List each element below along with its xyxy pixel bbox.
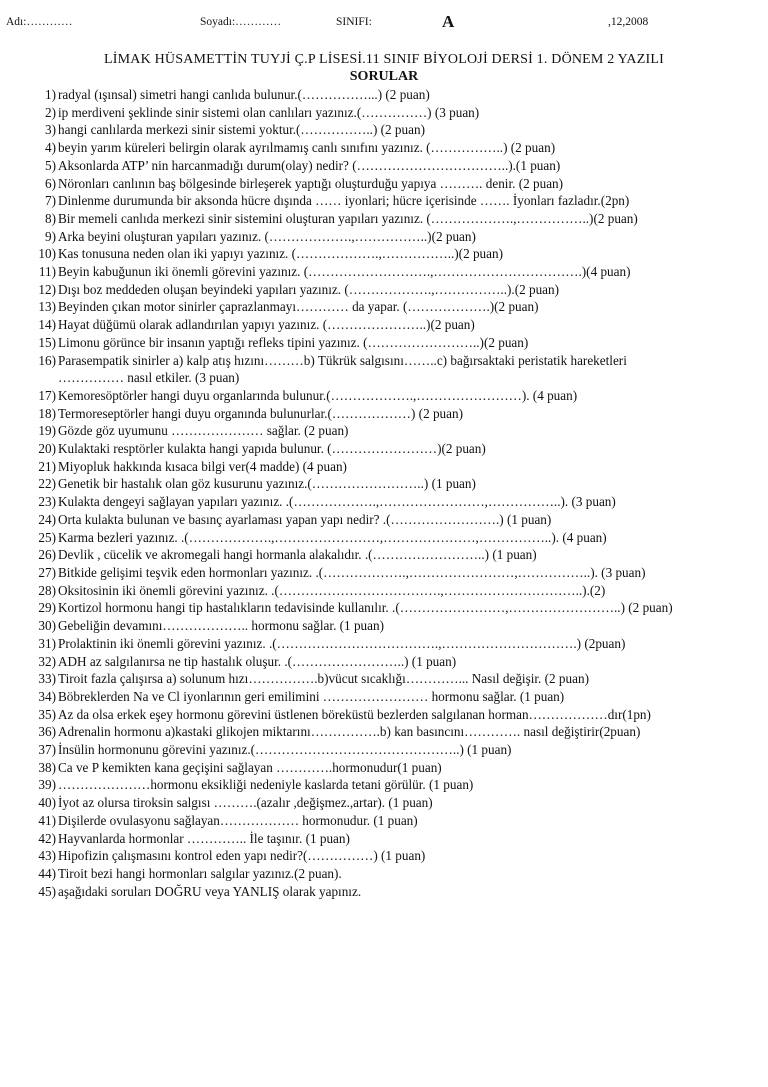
question-number: 26) — [38, 547, 56, 563]
question-item — [30, 157, 765, 175]
question-number: 14) — [38, 317, 56, 333]
question-number: 35) — [38, 706, 56, 722]
student-info-header — [0, 12, 768, 34]
question-text: Az da olsa erkek eşey hormonu görevini üstlenen böreküstü bezlerden salgılanan horman………………dır(1pn) — [58, 706, 651, 722]
question-item — [30, 228, 765, 246]
question-text: Termoreseptörler hangi duyu organında bulunurlar.(………………) (2 puan) — [58, 405, 463, 421]
question-number: 42) — [38, 830, 56, 846]
question-text-continuation: …………… nasıl etkiler. (3 puan) — [58, 370, 240, 386]
question-text: Tiroit bezi hangi hormonları salgılar yazınız.(2 puan). — [58, 865, 342, 881]
question-item — [30, 192, 765, 210]
question-text: Kemoresöptörler hangi duyu organlarında bulunur.(……………….,……………………). (4 puan) — [58, 387, 578, 403]
question-item — [30, 635, 765, 653]
question-number: 9) — [45, 228, 56, 244]
question-item — [30, 121, 765, 139]
question-text: Kas tonusuna neden olan iki yapıyı yazınız. (……………….,……………..)(2 puan) — [58, 246, 503, 262]
question-text: Beyinden çıkan motor sinirler çaprazlanmayı………… da yapar. (……………….)(2 puan) — [58, 299, 539, 315]
question-number: 20) — [38, 441, 56, 457]
question-number: 38) — [38, 759, 56, 775]
question-item — [30, 139, 765, 157]
question-number: 33) — [38, 671, 56, 687]
question-text: Limonu görünce bir insanın yaptığı refleks tipini yazınız. (……………………..)(2 puan) — [58, 334, 529, 350]
question-item — [30, 582, 765, 600]
question-text: Gebeliğin devamını……………….. hormonu sağlar. (1 puan) — [58, 618, 384, 634]
exam-date: ,12,2008 — [608, 16, 649, 28]
question-text: Dinlenme durumunda bir aksonda hücre dışında …… iyonlari; hücre içerisinde ……. İyonları fazladır.(2pn) — [58, 193, 630, 209]
question-text: Hipofizin çalışmasını kontrol eden yapı nedir?(……………) (1 puan) — [58, 848, 426, 864]
question-item — [30, 847, 765, 865]
question-text: ip merdiveni şeklinde sinir sistemi olan canlıları yazınız.(……………) (3 puan) — [58, 104, 480, 120]
question-item — [30, 405, 765, 423]
question-item — [30, 440, 765, 458]
question-number: 18) — [38, 405, 56, 421]
question-text: Adrenalin hormonu a)kastaki glikojen miktarını…………….b) kan basıncını…………. nasıl değiştirir(2puan) — [58, 724, 641, 740]
question-number: 45) — [38, 883, 56, 899]
question-text: Aksonlarda ATP’ nin harcanmadığı durum(olay) nedir? (……………………………..).(1 puan) — [58, 157, 561, 173]
question-item — [30, 564, 765, 582]
question-number: 25) — [38, 529, 56, 545]
question-item — [30, 175, 765, 193]
question-item — [30, 794, 765, 812]
question-text: Bir memeli canlıda merkezi sinir sistemini oluşturan yapıları yazınız. (……………….,……………..)(2 puan) — [58, 210, 638, 226]
question-item — [30, 653, 765, 671]
question-number: 5) — [45, 157, 56, 173]
question-number: 17) — [38, 387, 56, 403]
question-number: 21) — [38, 458, 56, 474]
question-item — [30, 210, 765, 228]
question-number: 28) — [38, 582, 56, 598]
question-text: Ca ve P kemikten kana geçişini sağlayan ………….hormonudur(1 puan) — [58, 759, 442, 775]
question-text: Beyin kabuğunun iki önemli görevini yazınız. (……………………….,…………………………….)(4 puan) — [58, 264, 631, 280]
question-item — [30, 86, 765, 104]
question-number: 8) — [45, 210, 56, 226]
question-item — [30, 298, 765, 316]
question-text: radyal (ışınsal) simetri hangi canlıda bulunur.(……………...) (2 puan) — [58, 87, 430, 102]
question-item — [30, 263, 765, 281]
question-item — [30, 865, 765, 883]
question-number: 36) — [38, 724, 56, 740]
question-item — [30, 670, 765, 688]
question-number: 13) — [38, 299, 56, 315]
question-number: 41) — [38, 812, 56, 828]
question-text: Hayat düğümü olarak adlandırılan yapıyı yazınız. (…………………..)(2 puan) — [58, 317, 475, 333]
question-text: Karma bezleri yazınız. .(……………….,……………………,…………………,……………..). (4 puan) — [58, 529, 607, 545]
question-number: 19) — [38, 423, 56, 439]
question-item — [30, 104, 765, 122]
question-number: 22) — [38, 476, 56, 492]
name-field[interactable]: Adı:………… — [6, 16, 73, 28]
question-item — [30, 599, 765, 617]
question-text: Gözde göz uyumunu ………………… sağlar. (2 puan) — [58, 423, 349, 439]
question-text: Prolaktinin iki önemli görevini yazınız. .(……………………………….,………………………….) (2puan) — [58, 635, 626, 651]
question-text: beyin yarım küreleri belirgin olarak ayrılmamış canlı sınıfını yazınız. (……………..) (2 puan) — [58, 140, 556, 156]
question-text: Dışı boz meddeden oluşan beyindeki yapıları yazınız. (……………….,……………..).(2 puan) — [58, 281, 560, 297]
question-text: Hayvanlarda hormonlar ………….. İle taşınır. (1 puan) — [58, 830, 350, 846]
question-list — [30, 86, 765, 900]
question-number: 27) — [38, 564, 56, 580]
question-number: 4) — [45, 140, 56, 156]
question-item — [30, 529, 765, 547]
question-item — [30, 812, 765, 830]
question-item — [30, 759, 765, 777]
question-item — [30, 706, 765, 724]
question-text: Dişilerde ovulasyonu sağlayan……………… hormonudur. (1 puan) — [58, 812, 418, 828]
question-text: Tiroit fazla çalışırsa a) solunum hızı…………….b)vücut sıcaklığı…………... Nasıl değişir. (2 puan) — [58, 671, 589, 687]
question-item — [30, 245, 765, 263]
question-item — [30, 776, 765, 794]
question-number: 34) — [38, 688, 56, 704]
question-item — [30, 830, 765, 848]
question-item — [30, 334, 765, 352]
question-text: Kulakta dengeyi sağlayan yapıları yazınız. .(……………….,……………………,……………..). (3 puan) — [58, 494, 616, 510]
question-number: 40) — [38, 795, 56, 811]
question-number: 2) — [45, 104, 56, 120]
question-number: 29) — [38, 600, 56, 616]
question-item — [30, 511, 765, 529]
question-item — [30, 723, 765, 741]
question-item — [30, 883, 765, 901]
question-item — [30, 281, 765, 299]
question-number: 15) — [38, 334, 56, 350]
question-text: Nöronları canlının baş bölgesinde birleşerek yaptığı oluşturduğu yapıya ………. denir. (2 puan) — [58, 175, 564, 191]
question-item — [30, 422, 765, 440]
question-item — [30, 475, 765, 493]
question-number: 12) — [38, 281, 56, 297]
question-number: 1) — [45, 87, 56, 102]
question-text: Böbreklerden Na ve Cl iyonlarının geri emilimini …………………… hormonu sağlar. (1 puan) — [58, 688, 565, 704]
question-item — [30, 617, 765, 635]
question-item — [30, 458, 765, 476]
question-number: 32) — [38, 653, 56, 669]
question-item — [30, 493, 765, 511]
exam-group-letter: A — [442, 12, 455, 31]
question-number: 39) — [38, 777, 56, 793]
question-number: 6) — [45, 175, 56, 191]
question-number: 31) — [38, 635, 56, 651]
question-text: İyot az olursa tiroksin salgısı ……….(azalır ,değişmez.,artar). (1 puan) — [58, 795, 433, 811]
question-item — [30, 316, 765, 334]
question-number: 44) — [38, 865, 56, 881]
question-text: Kortizol hormonu hangi tip hastalıkların tedavisinde kullanılır. .(……………………,……………………..) (2 puan) — [58, 600, 673, 616]
question-number: 3) — [45, 122, 56, 138]
question-text: Devlik , cücelik ve akromegali hangi hormanla alakalıdır. .(……………………..) (1 puan) — [58, 547, 537, 563]
question-text: Arka beyini oluşturan yapıları yazınız. (……………….,……………..)(2 puan) — [58, 228, 476, 244]
question-text: Genetik bir hastalık olan göz kusurunu yazınız.(……………………..) (1 puan) — [58, 476, 476, 492]
question-number: 23) — [38, 494, 56, 510]
question-text: İnsülin hormonunu görevini yazınız.(………………………………………..) (1 puan) — [58, 742, 512, 758]
question-number: 30) — [38, 618, 56, 634]
question-item — [30, 688, 765, 706]
question-text: …………………hormonu eksikliği nedeniyle kaslarda tetani görülür. (1 puan) — [58, 777, 474, 793]
surname-field[interactable]: Soyadı:………… — [200, 16, 282, 28]
question-number: 10) — [38, 246, 56, 262]
question-text: aşağıdaki soruları DOĞRU veya YANLIŞ olarak yapınız. — [58, 883, 362, 899]
exam-title: LİMAK HÜSAMETTİN TUYJİ Ç.P LİSESİ.11 SINIF BİYOLOJİ DERSİ 1. DÖNEM 2 YAZILI — [104, 52, 664, 67]
question-number: 7) — [45, 193, 56, 209]
question-text: Parasempatik sinirler a) kalp atış hızını………b) Tükrük salgısını……..c) bağırsaktaki peristatik hareketleri — [58, 352, 627, 368]
question-number: 24) — [38, 511, 56, 527]
question-number: 37) — [38, 742, 56, 758]
question-text: Bitkide gelişimi teşvik eden hormonları yazınız. .(……………….,……………………,……………..). (3 puan) — [58, 564, 646, 580]
question-number: 11) — [38, 264, 56, 280]
question-text: ADH az salgılanırsa ne tip hastalık oluşur. .(……………………..) (1 puan) — [58, 653, 457, 669]
question-item — [30, 387, 765, 405]
question-text: Miyopluk hakkında kısaca bilgi ver(4 madde) (4 puan) — [58, 458, 347, 474]
question-text: Oksitosinin iki önemli görevini yazınız. .(……………………………….,…………………………..).(2) — [58, 582, 606, 598]
question-text: Orta kulakta bulunan ve basınç ayarlaması yapan yapı nedir? .(…………………….) (1 puan) — [58, 511, 552, 527]
question-item — [30, 741, 765, 759]
question-text: hangi canlılarda merkezi sinir sistemi yoktur.(……………..) (2 puan) — [58, 122, 425, 138]
question-number: 16) — [38, 352, 56, 368]
questions-heading: SORULAR — [349, 69, 419, 84]
question-number: 43) — [38, 848, 56, 864]
question-text: Kulaktaki resptörler kulakta hangi yapıda bulunur. (……………………)(2 puan) — [58, 441, 486, 457]
class-label: SINIFI: — [336, 16, 372, 28]
question-item — [30, 546, 765, 564]
question-item — [30, 352, 765, 387]
